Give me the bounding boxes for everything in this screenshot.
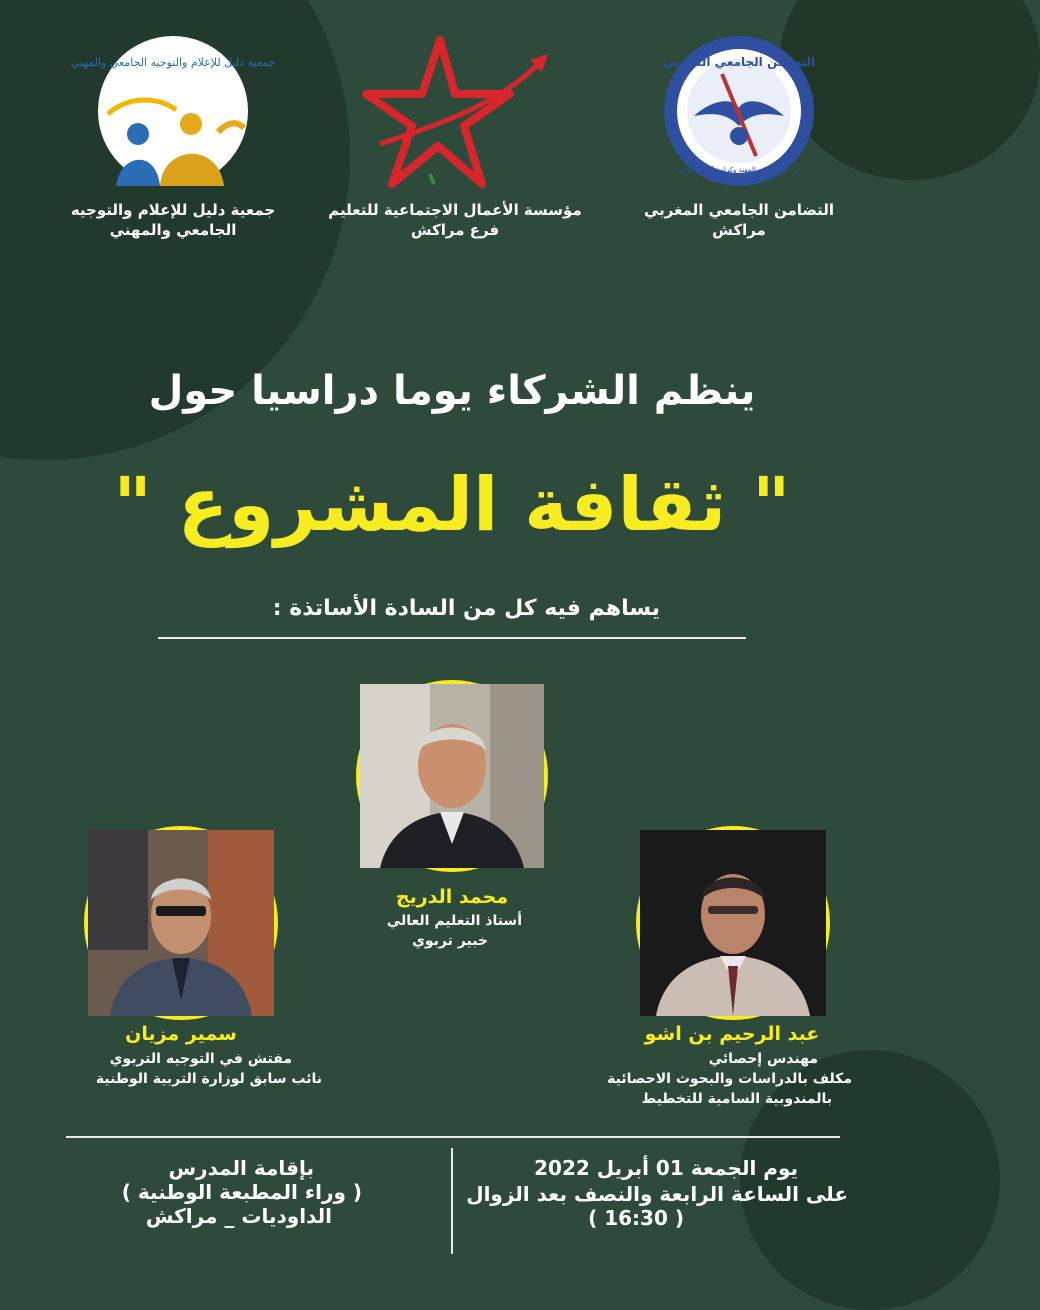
event-headline: ينظم الشركاء يوما دراسيا حول <box>148 368 756 414</box>
winged-pen-logo-icon <box>664 36 814 186</box>
speakers-intro: يساهم فيه كل من السادة الأساتذة : <box>272 596 660 621</box>
speaker-photo-center <box>356 680 548 872</box>
speaker-title-center: أستاذ التعليم العالي <box>386 913 522 929</box>
divider <box>66 1136 840 1138</box>
speaker-subtitle-right: مكلف بالدراسات والبحوث الاحصائية <box>607 1071 852 1087</box>
partner-caption-dalil <box>40 200 306 240</box>
speaker-subtitle-left: نائب سابق لوزارة التربية الوطنية <box>95 1071 322 1087</box>
speaker-detail-right: بالمندوبية السامية للتخطيط <box>641 1091 832 1107</box>
venue-name: بإقامة المدرس <box>168 1156 314 1180</box>
person-icon <box>640 830 826 1016</box>
speaker-name-center: محمد الدريج <box>395 886 509 908</box>
partner-logo-dalil <box>70 36 276 186</box>
partner-name: جمعية دليل للإعلام والتوجيه <box>70 201 276 219</box>
speaker-name-right: عبد الرحيم بن اشو <box>644 1023 820 1045</box>
event-title: " ثقافة المشروع " <box>113 462 791 548</box>
logo-text: التضامن الجامعي المغربي <box>662 55 816 69</box>
person-icon <box>360 684 544 868</box>
star-arrow-logo-icon <box>360 34 560 190</box>
background-circle <box>780 0 1040 180</box>
venue-landmark: ( وراء المطبعة الوطنية ) <box>121 1180 362 1204</box>
partner-subname: مراكش <box>712 221 766 239</box>
speaker-title-left: مفتش في التوجيه التربوي <box>109 1051 292 1067</box>
event-time: ( 16:30 ) <box>588 1206 684 1230</box>
partner-name: مؤسسة الأعمال الاجتماعية للتعليم <box>328 201 582 219</box>
partner-subname: فرع مراكش <box>410 221 500 239</box>
partner-logo-foundation <box>360 34 560 194</box>
speaker-photo-left <box>84 826 278 1020</box>
partner-name: التضامن الجامعي المغربي <box>643 201 835 219</box>
divider-vertical <box>451 1148 453 1254</box>
partner-caption-foundation <box>310 200 600 240</box>
background-circle <box>740 1050 1000 1310</box>
event-time-text: على الساعة الرابعة والنصف بعد الزوال <box>466 1182 848 1206</box>
speaker-name-left: سمير مزيان <box>125 1023 237 1045</box>
logo-subtext: من أجل شرف المهنة وكرامة أسرة التعليم <box>677 166 801 174</box>
speaker-photo-right <box>636 826 830 1020</box>
partner-caption-tadamoun <box>620 200 858 240</box>
speaker-subtitle-center: خبير تربوي <box>412 933 488 949</box>
venue-city: الداوديات _ مراكش <box>145 1204 332 1228</box>
person-icon <box>88 830 274 1016</box>
partner-logo-tadamoun <box>664 36 814 186</box>
divider <box>158 637 746 639</box>
people-logo-icon <box>70 36 276 186</box>
event-date: يوم الجمعة 01 أبريل 2022 <box>534 1156 798 1180</box>
logo-text: جمعية دليل للإعلام والتوجيه الجامعي والمهني <box>70 56 276 69</box>
speaker-title-right: مهندس إحصائي <box>708 1051 818 1067</box>
partner-subname: الجامعي والمهني <box>109 221 237 239</box>
